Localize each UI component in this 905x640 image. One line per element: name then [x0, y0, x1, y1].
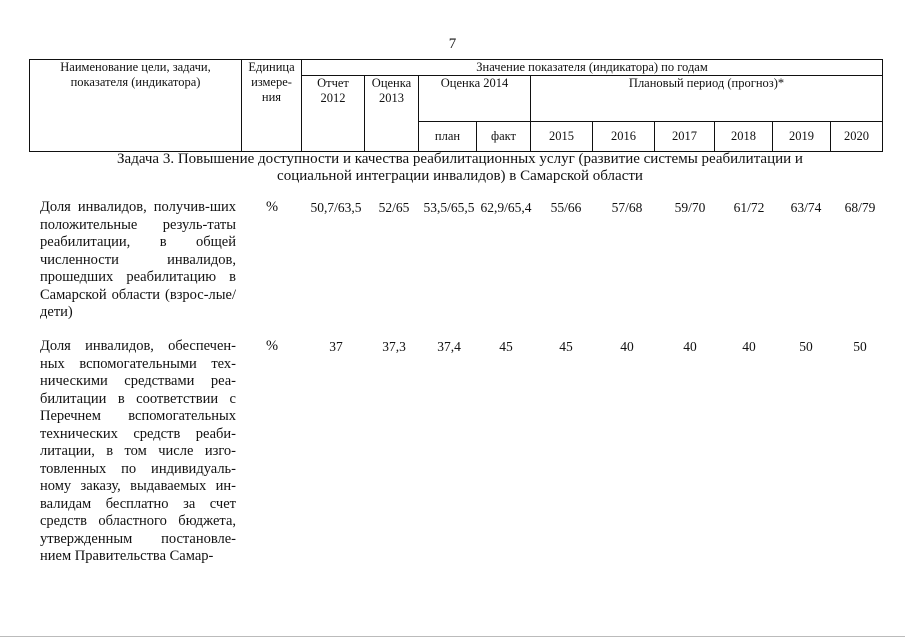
row-1-value-2018: 61/72: [733, 200, 765, 215]
row-2-value-2014-plan: 37,4: [437, 339, 461, 354]
row-2-name: Доля инвалидов, обеспечен-ных вспомогательными тех-ническими средствами реа-билитации в соответствии с Перечнем вспомогательных технических средств реаби-литации, в том числе изго-товленных по индивидуаль-ному заказу, выдаваемых ин-валидам бесплатно за счет средств областного бюджета, утвержденным постановле-нием Правительства Самар-: [40, 338, 236, 564]
header-values-group: Значение показателя (индикатора) по годам: [302, 60, 883, 76]
row-1-unit: %: [266, 199, 279, 215]
row-1-value-2017: 59/70: [674, 200, 706, 215]
header-year-2020: 2020: [831, 122, 883, 152]
row-2-value-2012: 37: [329, 339, 343, 354]
header-name-col: Наименование цели, задачи, показателя (индикатора): [30, 60, 242, 152]
header-plan-period: Плановый период (прогноз)*: [531, 76, 883, 122]
row-2-value-2019: 50: [799, 339, 813, 354]
header-report-2012: Отчет 2012: [302, 76, 365, 152]
row-1-value-2012: 50,7/63,5: [310, 200, 362, 215]
row-2-value-2018: 40: [742, 339, 756, 354]
header-estimate-2013: Оценка 2013: [365, 76, 419, 152]
row-1-value-2014-fact: 62,9/65,4: [480, 200, 532, 215]
row-2-value-2020: 50: [853, 339, 867, 354]
row-2-value-2017: 40: [683, 339, 697, 354]
header-unit-col: Единица измере-ния: [242, 60, 302, 152]
header-year-2017: 2017: [655, 122, 715, 152]
task-title: Задача 3. Повышение доступности и качества реабилитационных услуг (развитие системы реабилитации и социальной интеграции инвалидов) в Самарской области: [117, 151, 803, 184]
row-1-name: Доля инвалидов, получив-ших положительные резуль-таты реабилитации, в общей численности инвалидов, прошедших реабилитацию в Самарской области (взрос-лые/дети): [40, 199, 236, 320]
header-table: [29, 59, 883, 152]
row-1-value-2020: 68/79: [844, 200, 876, 215]
header-year-2016: 2016: [593, 122, 655, 152]
page-bottom-edge: [0, 636, 905, 637]
header-year-2018: 2018: [715, 122, 773, 152]
header-year-2015: 2015: [531, 122, 593, 152]
row-2-value-2015: 45: [559, 339, 573, 354]
row-1-value-2019: 63/74: [790, 200, 822, 215]
header-estimate-2014: Оценка 2014: [419, 76, 531, 122]
row-1-value-2015: 55/66: [550, 200, 582, 215]
row-2-value-2014-fact: 45: [499, 339, 513, 354]
header-year-2019: 2019: [773, 122, 831, 152]
row-1-value-2014-plan: 53,5/65,5: [423, 200, 475, 215]
row-2-value-2016: 40: [620, 339, 634, 354]
row-2-value-2013: 37,3: [382, 339, 406, 354]
row-1-value-2013: 52/65: [378, 200, 410, 215]
row-1-value-2016: 57/68: [611, 200, 643, 215]
page-number: 7: [448, 36, 457, 52]
row-2-unit: %: [266, 338, 279, 354]
header-fact: факт: [477, 122, 531, 152]
header-plan: план: [419, 122, 477, 152]
